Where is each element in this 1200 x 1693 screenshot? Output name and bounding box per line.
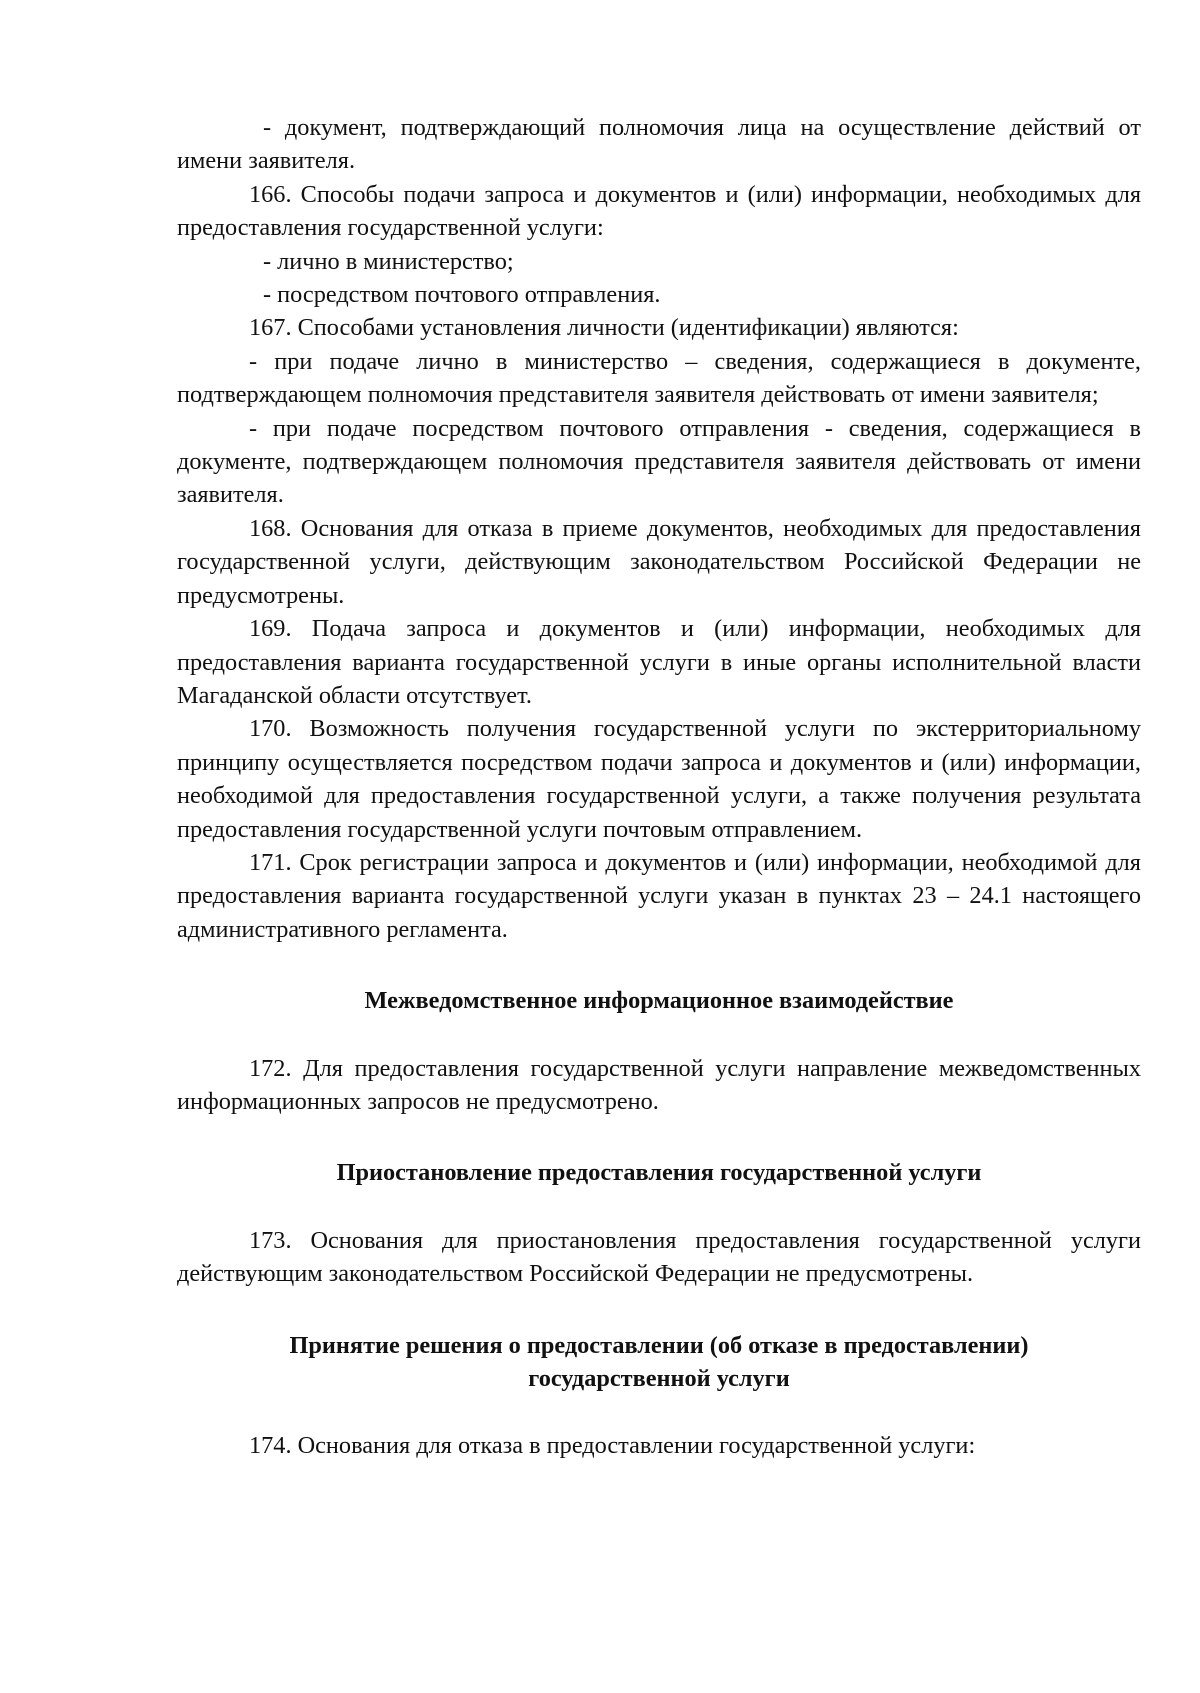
- paragraph-document-authority: - документ, подтверждающий полномочия лица на осуществление действий от имени заявителя.: [177, 114, 1141, 175]
- paragraph-166: 166. Способы подачи запроса и документов и (или) информации, необходимых для предоставления государственной услуги:: [177, 180, 1141, 242]
- paragraph-169: 169. Подача запроса и документов и (или) информации, необходимых для предоставления варианта государственной услуги в иные органы исполнительной власти Магаданской области отсутствует.: [177, 615, 1141, 709]
- section-heading-suspension: Приостановление предоставления государственной услуги: [336, 1159, 982, 1187]
- section-heading-decision-line2: государственной услуги: [528, 1365, 790, 1392]
- section-heading-interagency: Межведомственное информационное взаимодействие: [364, 987, 954, 1015]
- list-item-by-post: - посредством почтового отправления.: [263, 281, 661, 309]
- paragraph-168: 168. Основания для отказа в приеме документов, необходимых для предоставления государственной услуги, действующим законодательством Российской Федерации не предусмотрены.: [177, 514, 1141, 609]
- list-item-identification-in-person: - при подаче лично в министерство – сведения, содержащиеся в документе, подтверждающем полномочия представителя заявителя действовать от имени заявителя;: [177, 347, 1141, 409]
- document-page: [177, 111, 1141, 1463]
- paragraph-170: 170. Возможность получения государственной услуги по экстерриториальному принципу осуществляется посредством подачи запроса и документов и (или) информации, необходимой для предоставления государственной услуги, а также получения результата предоставления государственной услуги почтовым отправлением.: [177, 715, 1141, 843]
- paragraph-167: 167. Способами установления личности (идентификации) являются:: [249, 314, 959, 342]
- list-item-identification-by-post: - при подаче посредством почтового отправления - сведения, содержащиеся в документе, подтверждающем полномочия представителя заявителя действовать от имени заявителя.: [177, 414, 1141, 509]
- list-item-in-person: - лично в министерство;: [263, 247, 514, 275]
- paragraph-172: 172. Для предоставления государственной услуги направление межведомственных информационных запросов не предусмотрено.: [177, 1054, 1141, 1115]
- paragraph-174: 174. Основания для отказа в предоставлении государственной услуги:: [249, 1432, 976, 1460]
- paragraph-173: 173. Основания для приостановления предоставления государственной услуги действующим законодательством Российской Федерации не предусмотрены.: [177, 1226, 1141, 1288]
- paragraph-171: 171. Срок регистрации запроса и документов и (или) информации, необходимой для предоставления варианта государственной услуги указан в пунктах 23 – 24.1 настоящего административного регламента.: [177, 848, 1141, 943]
- section-heading-decision-line1: Принятие решения о предоставлении (об отказе в предоставлении): [289, 1331, 1029, 1359]
